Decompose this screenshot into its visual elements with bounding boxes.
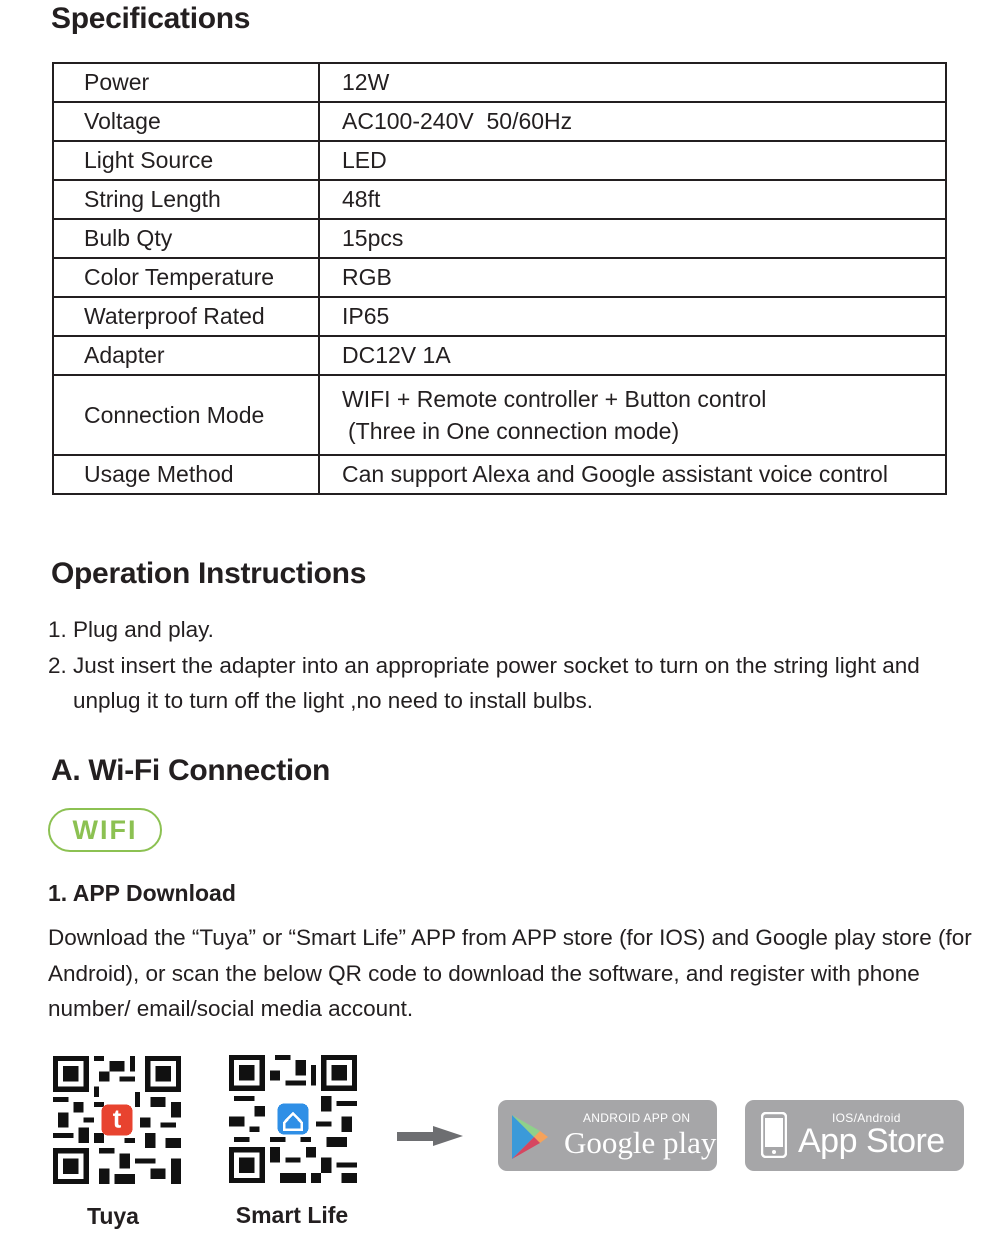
table-row	[53, 102, 946, 141]
table-row	[53, 375, 946, 455]
app-store-big-text: App Store	[798, 1122, 945, 1160]
spec-value-line: WIFI + Remote controller + Button control	[342, 386, 767, 412]
google-play-big-text: Google play	[564, 1125, 717, 1160]
spec-label: Connection Mode	[53, 375, 319, 455]
spec-value-line: (Three in One connection mode)	[348, 418, 680, 444]
spec-value: 12W	[319, 63, 946, 102]
wifi-connection-heading: A. Wi-Fi Connection	[51, 754, 330, 787]
app-store-small-text: IOS/Android	[832, 1111, 901, 1125]
tuya-label: Tuya	[87, 1203, 139, 1229]
table-row	[53, 219, 946, 258]
spec-value: 15pcs	[319, 219, 946, 258]
qr-code-icon	[53, 1056, 181, 1184]
operation-instructions-heading: Operation Instructions	[51, 557, 367, 590]
app-download-text: Download the “Tuya” or “Smart Life” APP from APP store (for IOS) and Google play store (for Android), or scan the below QR code to download the software, and register with phone number/ email/social media account.	[48, 925, 972, 1021]
app-download-heading: 1. APP Download	[48, 880, 236, 906]
table-row	[53, 63, 946, 102]
table-row	[53, 336, 946, 375]
table-row	[53, 141, 946, 180]
spec-value: LED	[319, 141, 946, 180]
google-play-button[interactable]	[498, 1100, 717, 1171]
spec-label: Usage Method	[53, 455, 319, 494]
app-store-button[interactable]	[745, 1100, 964, 1171]
phone-icon	[761, 1112, 787, 1158]
spec-value	[319, 375, 946, 455]
spec-label: String Length	[53, 180, 319, 219]
wifi-badge: WIFI	[48, 808, 162, 852]
arrow-right-icon	[397, 1124, 465, 1153]
spec-label: Power	[53, 63, 319, 102]
google-play-small-text: ANDROID APP ON	[583, 1111, 691, 1125]
table-row	[53, 180, 946, 219]
spec-value: IP65	[319, 297, 946, 336]
qr-code-icon	[229, 1055, 357, 1183]
list-text: Just insert the adapter into an appropriate power socket to turn on the string light and unplug it to turn off the light ,no need to install bulbs.	[73, 652, 920, 713]
list-item	[48, 612, 973, 648]
table-row	[53, 297, 946, 336]
tuya-qr-code[interactable]	[53, 1056, 181, 1184]
spec-label: Light Source	[53, 141, 319, 180]
spec-label: Bulb Qty	[53, 219, 319, 258]
smart-life-qr-code[interactable]	[229, 1055, 357, 1183]
table-row	[53, 258, 946, 297]
list-number: 1.	[48, 617, 67, 642]
operation-list	[48, 612, 973, 719]
table-row	[53, 455, 946, 494]
list-number: 2.	[48, 652, 67, 678]
specifications-heading: Specifications	[51, 2, 251, 35]
spec-label: Waterproof Rated	[53, 297, 319, 336]
spec-value: 48ft	[319, 180, 946, 219]
google-play-triangle-icon	[512, 1115, 548, 1159]
spec-value: Can support Alexa and Google assistant voice control	[319, 455, 946, 494]
spec-value: AC100-240V 50/60Hz	[319, 102, 946, 141]
svg-text:t: t	[112, 1105, 122, 1134]
list-item	[48, 648, 973, 719]
spec-value: DC12V 1A	[319, 336, 946, 375]
specifications-table	[52, 62, 947, 495]
list-text: Plug and play.	[73, 617, 214, 642]
spec-label: Voltage	[53, 102, 319, 141]
spec-label: Color Temperature	[53, 258, 319, 297]
smart-life-label: Smart Life	[235, 1202, 349, 1228]
spec-label: Adapter	[53, 336, 319, 375]
spec-value: RGB	[319, 258, 946, 297]
